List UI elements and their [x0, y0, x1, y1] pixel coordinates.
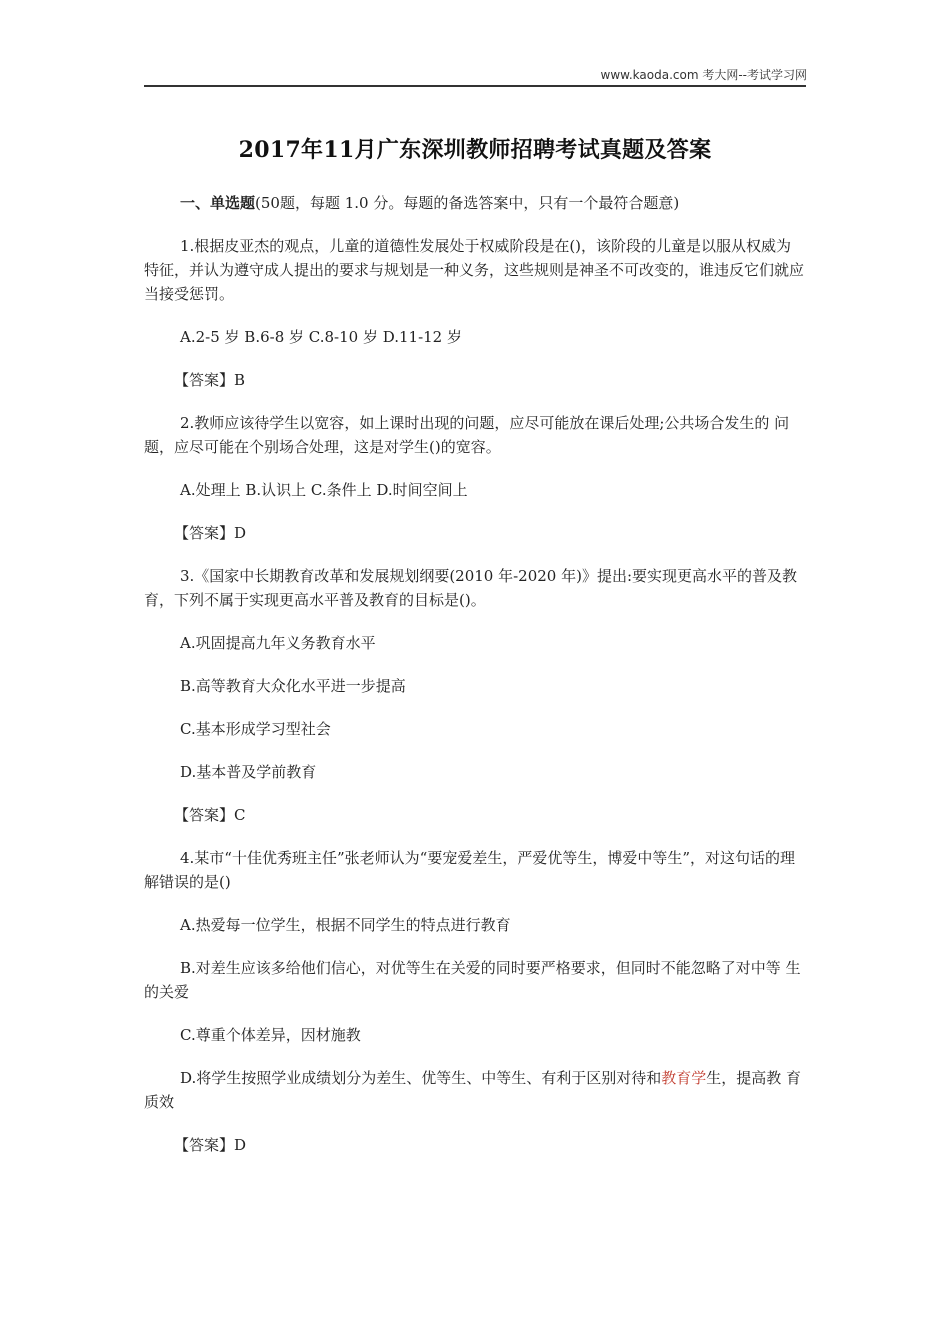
- section-heading: 一、单选题: [180, 194, 256, 212]
- question-3-option-b: B.高等教育大众化水平进一步提高: [180, 677, 406, 695]
- question-4-option-d: [144, 1066, 806, 1114]
- question-4-answer: 【答案】D: [174, 1136, 247, 1154]
- question-3-option-d: D.基本普及学前教育: [180, 763, 317, 781]
- question-3-option-c: C.基本形成学习型社会: [180, 720, 331, 738]
- question-3-answer: 【答案】C: [174, 806, 246, 824]
- question-4-option-d-text-start: D.将学生按照学业成绩划分为差生、优等生、中等生、有利于区别对待和: [180, 1069, 662, 1087]
- question-3-stem: 3.《国家中长期教育改革和发展规划纲要(2010 年-2020 年)》提出:要实现更高水平的普及教育，下列不属于实现更高水平普及教育的目标是()。: [144, 567, 798, 609]
- question-1-answer: 【答案】B: [174, 371, 246, 389]
- question-1-stem: 1.根据皮亚杰的观点，儿童的道德性发展处于权威阶段是在()，该阶段的儿童是以服从权威为特征，并认为遵守成人提出的要求与规划是一种义务，这些规则是神圣不可改变的，谁违反它们就应当接受惩罚。: [144, 237, 805, 303]
- document-title: 2017年11月广东深圳教师招聘考试真题及答案: [238, 137, 712, 163]
- section-heading-line: [144, 191, 806, 215]
- question-4-option-b: B.对差生应该多给他们信心，对优等生在关爱的同时要严格要求，但同时不能忽略了对中等 生的关爱: [144, 959, 801, 1001]
- education-link[interactable]: 教育学: [661, 1069, 707, 1087]
- question-2-stem: 2.教师应该待学生以宽容，如上课时出现的问题，应尽可能放在课后处理;公共场合发生的 问题，应尽可能在个别场合处理，这是对学生()的宽容。: [144, 414, 790, 456]
- question-4-option-a: A.热爱每一位学生，根据不同学生的特点进行教育: [180, 916, 511, 934]
- question-2-answer: 【答案】D: [174, 524, 247, 542]
- question-4-stem: 4.某市“十佳优秀班主任”张老师认为“要宠爱差生，严爱优等生，博爱中等生”，对这句话的理解错误的是(): [144, 849, 795, 891]
- question-1-options: A.2-5 岁 B.6-8 岁 C.8-10 岁 D.11-12 岁: [180, 328, 462, 346]
- question-2-options: A.处理上 B.认识上 C.条件上 D.时间空间上: [180, 481, 468, 499]
- document-body: [144, 191, 806, 1176]
- question-4-option-d-text-end: 生，提高教 育质效: [144, 1069, 802, 1111]
- section-note: (50题，每题 1.0 分。每题的备选答案中，只有一个最符合题意): [255, 194, 680, 212]
- header-divider: [144, 85, 806, 87]
- question-4-option-c: C.尊重个体差异，因材施教: [180, 1026, 361, 1044]
- header-site-text: www.kaoda.com 考大网--考试学习网: [600, 68, 807, 82]
- question-3-option-a: A.巩固提高九年义务教育水平: [180, 634, 376, 652]
